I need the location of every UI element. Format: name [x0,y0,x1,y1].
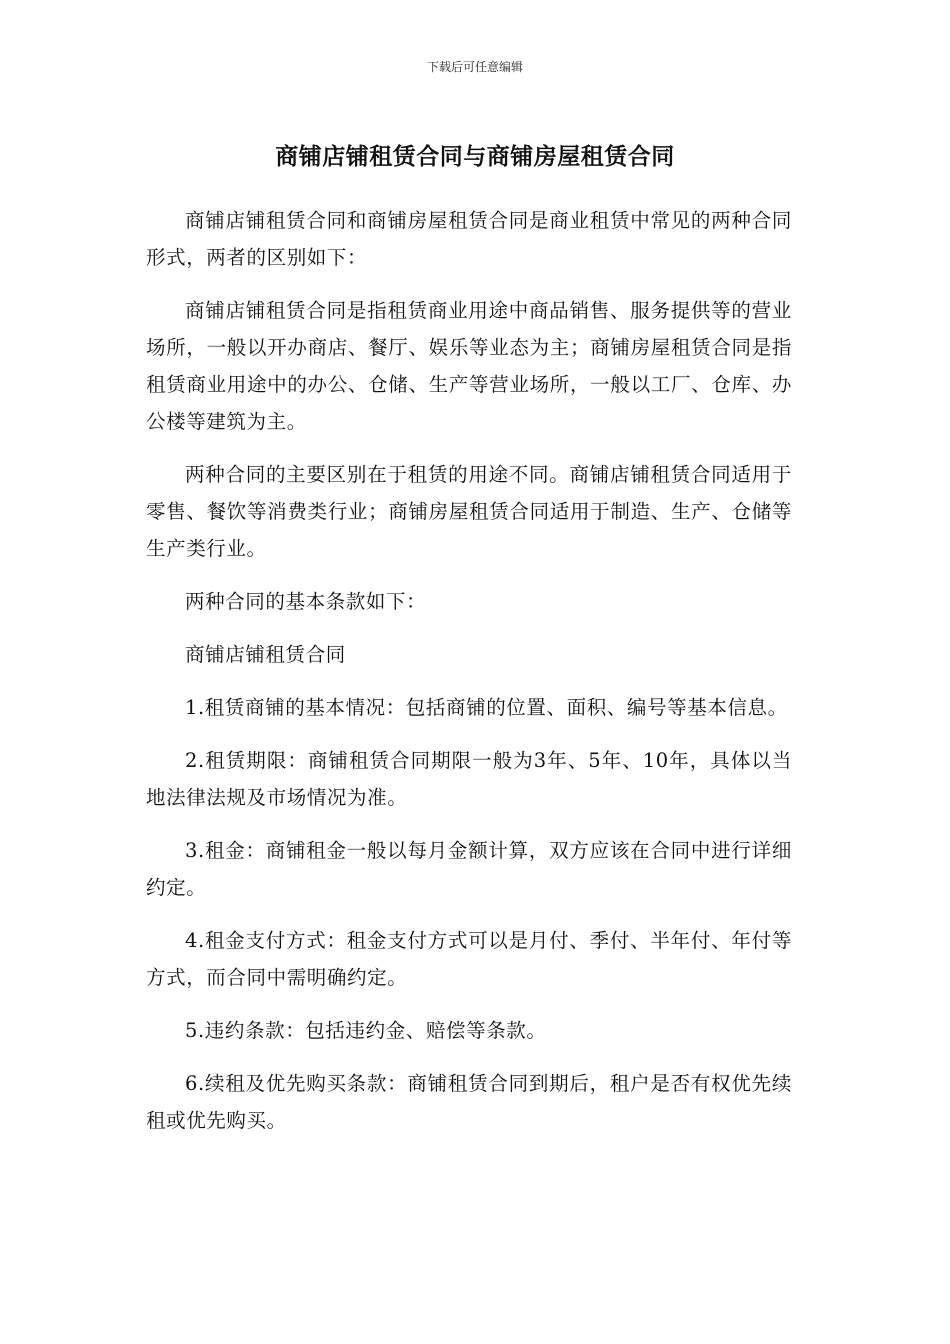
paragraph-definition: 商铺店铺租赁合同是指租赁商业用途中商品销售、服务提供等的营业场所，一般以开办商店、餐厅、娱乐等业态为主；商铺房屋租赁合同是指租赁商业用途中的办公、仓储、生产等营业场所，一般以工厂、仓库、办公楼等建筑为主。 [146,299,792,433]
clause-1: 1.租赁商铺的基本情况：包括商铺的位置、面积、编号等基本信息。 [185,696,788,719]
clause-6: 6.续租及优先购买条款：商铺租赁合同到期后，租户是否有权优先续租或优先购买。 [146,1072,792,1132]
document-body [146,202,792,1155]
header-note: 下载后可任意编辑 [426,60,523,74]
clause-3: 3.租金：商铺租金一般以每月金额计算，双方应该在合同中进行详细约定。 [146,839,792,899]
paragraph-subheading: 商铺店铺租赁合同 [185,643,346,666]
document-title: 商铺店铺租赁合同与商铺房屋租赁合同 [275,144,675,170]
clause-4: 4.租金支付方式：租金支付方式可以是月付、季付、半年付、年付等方式，而合同中需明确约定。 [146,929,792,989]
paragraph-difference: 两种合同的主要区别在于租赁的用途不同。商铺店铺租赁合同适用于零售、餐饮等消费类行业；商铺房屋租赁合同适用于制造、生产、仓储等生产类行业。 [146,463,792,560]
clause-2: 2.租赁期限：商铺租赁合同期限一般为3年、5年、10年，具体以当地法律法规及市场情况为准。 [146,749,792,809]
paragraph-terms-intro: 两种合同的基本条款如下： [185,590,427,613]
clause-5: 5.违约条款：包括违约金、赔偿等条款。 [185,1019,547,1042]
paragraph-intro: 商铺店铺租赁合同和商铺房屋租赁合同是商业租赁中常见的两种合同形式，两者的区别如下： [146,209,792,269]
